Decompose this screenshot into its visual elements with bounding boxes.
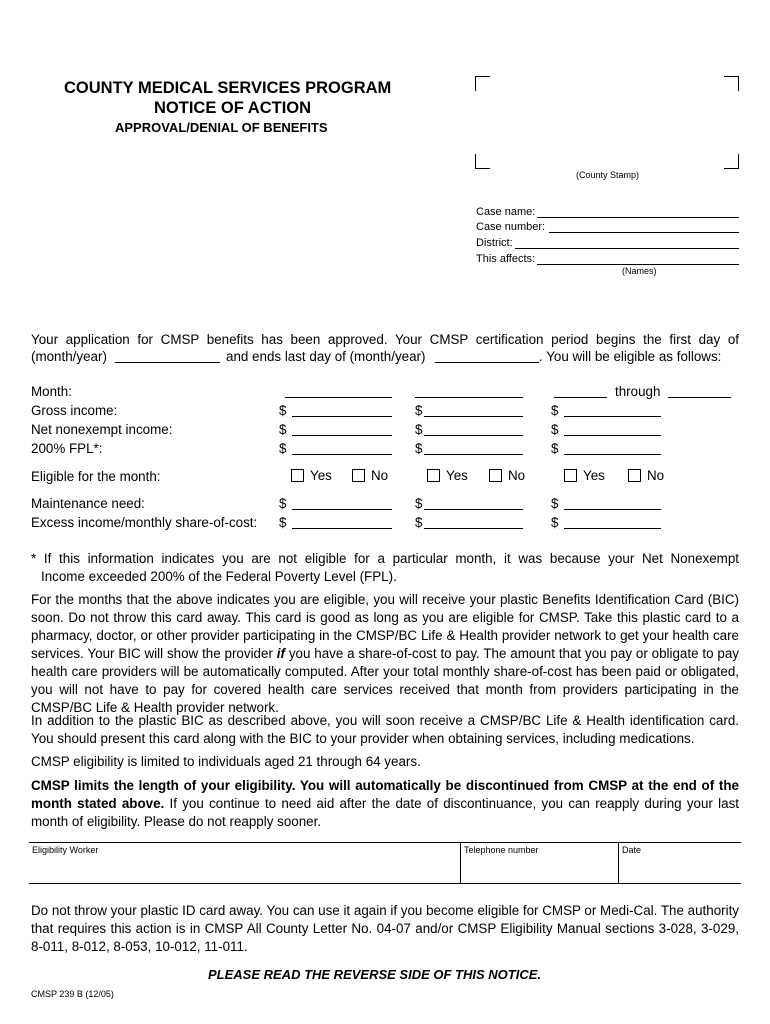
month-from-field-col3[interactable]	[554, 397, 607, 398]
form-subtitle-notice: NOTICE OF ACTION	[154, 99, 312, 117]
gross-income-field-col3[interactable]	[564, 416, 661, 417]
end-month-year-field[interactable]	[435, 362, 539, 363]
month-field-col1[interactable]	[285, 397, 392, 398]
stamp-corner-bottom-left	[475, 154, 490, 169]
signature-bottom-rule	[29, 883, 741, 884]
footnote-line-1: * If this information indicates you are not eligible for a particular month, it was because your Net Nonexempt	[31, 551, 739, 566]
fpl-field-col1[interactable]	[292, 454, 392, 455]
date-field[interactable]: Date	[622, 845, 642, 855]
eligible-yes-checkbox-col1[interactable]	[291, 469, 304, 482]
signature-divider-2	[618, 842, 619, 883]
no-label: No	[371, 468, 389, 483]
row-label-fpl: 200% FPL*:	[31, 441, 103, 456]
dollar-sign: $	[551, 422, 559, 437]
no-label: No	[508, 468, 526, 483]
paragraph-eligibility-limit-rest: If you continue to need aid after the date of discontinuance, you can reapply during your last month of eligibility. Please do not reapply sooner.	[31, 796, 739, 829]
maintenance-field-col3[interactable]	[564, 509, 661, 510]
maintenance-field-col1[interactable]	[292, 509, 392, 510]
paragraph-age-limit: CMSP eligibility is limited to individuals aged 21 through 64 years.	[31, 754, 421, 769]
row-label-excess: Excess income/monthly share-of-cost:	[31, 515, 258, 530]
dollar-sign: $	[551, 515, 559, 530]
eligible-no-checkbox-col2[interactable]	[489, 469, 502, 482]
reverse-side-notice: PLEASE READ THE REVERSE SIDE OF THIS NOTICE.	[208, 967, 541, 982]
dollar-sign: $	[415, 422, 423, 437]
excess-income-field-col2[interactable]	[424, 528, 523, 529]
fpl-field-col2[interactable]	[424, 454, 523, 455]
intro-eligible-label: . You will be eligible as follows:	[539, 349, 722, 364]
row-label-gross-income: Gross income:	[31, 403, 118, 418]
net-income-field-col3[interactable]	[564, 435, 661, 436]
district-label: District:	[476, 237, 513, 249]
dollar-sign: $	[279, 441, 287, 456]
net-income-field-col1[interactable]	[292, 435, 392, 436]
names-note: (Names)	[622, 266, 657, 276]
dollar-sign: $	[415, 403, 423, 418]
eligibility-worker-field[interactable]: Eligibility Worker	[32, 845, 99, 855]
stamp-corner-bottom-right	[724, 154, 739, 169]
eligible-yes-checkbox-col3[interactable]	[564, 469, 577, 482]
form-id: CMSP 239 B (12/05)	[31, 989, 114, 999]
dollar-sign: $	[551, 496, 559, 511]
dollar-sign: $	[415, 515, 423, 530]
dollar-sign: $	[415, 441, 423, 456]
row-label-net-income: Net nonexempt income:	[31, 422, 173, 437]
maintenance-field-col2[interactable]	[424, 509, 523, 510]
paragraph-bic	[31, 591, 739, 717]
dollar-sign: $	[279, 422, 287, 437]
eligible-no-checkbox-col3[interactable]	[628, 469, 641, 482]
intro-start-label: (month/year)	[31, 349, 107, 364]
case-number-label: Case number:	[476, 221, 546, 233]
signature-divider-1	[460, 842, 461, 883]
no-label: No	[647, 468, 665, 483]
case-name-label: Case name:	[476, 206, 536, 218]
paragraph-bic-text-1: For the months that the above indicates you are eligible, you will receive your plastic Benefits Identification Card (BIC) soon. Do not throw this card away. This card is good as long as you are eligible for CMSP. Take this plastic card to a pharmacy, doctor, or other provider participating in the CMSP/BC Life & Health provider network to get your health care services. Your BIC will show the provider	[31, 592, 739, 661]
eligible-yes-checkbox-col2[interactable]	[427, 469, 440, 482]
row-label-eligible: Eligible for the month:	[31, 469, 161, 484]
through-label: through	[615, 384, 661, 399]
gross-income-field-col1[interactable]	[292, 416, 392, 417]
stamp-corner-top-right	[724, 76, 739, 91]
row-label-month: Month:	[31, 384, 72, 399]
yes-label: Yes	[310, 468, 332, 483]
paragraph-bic-text-2: you have a share-of-cost to pay. The amount that you pay or obligate to pay health care providers will be automatically computed. After your total monthly share-of-cost has been paid or obligated, you will not have to pay for covered health care services received that month from providers participating in the CMSP/BC Life & Health provider network.	[31, 646, 739, 715]
paragraph-eligibility-limit-bold: CMSP limits the length of your eligibility. You will automatically be discontinued from CMSP at the end of the month stated above.	[31, 778, 739, 811]
district-field[interactable]	[515, 248, 739, 249]
dollar-sign: $	[551, 403, 559, 418]
signature-top-rule	[29, 842, 741, 843]
form-title: COUNTY MEDICAL SERVICES PROGRAM	[64, 79, 392, 97]
yes-label: Yes	[583, 468, 605, 483]
row-label-maintenance: Maintenance need:	[31, 496, 145, 511]
month-field-col2[interactable]	[415, 397, 523, 398]
net-income-field-col2[interactable]	[424, 435, 523, 436]
intro-line-1: Your application for CMSP benefits has been approved. Your CMSP certification period begins the first day of	[31, 332, 739, 347]
intro-end-label: and ends last day of (month/year)	[226, 349, 426, 364]
county-stamp-label: (County Stamp)	[576, 170, 640, 180]
fpl-field-col3[interactable]	[564, 454, 661, 455]
dollar-sign: $	[279, 496, 287, 511]
dollar-sign: $	[551, 441, 559, 456]
case-number-field[interactable]	[549, 232, 739, 233]
paragraph-keep-card: Do not throw your plastic ID card away. You can use it again if you become eligible for CMSP or Medi-Cal. The authority that requires this action is in CMSP All County Letter No. 04-07 and/or CMSP Eligibility Manual sections 3-028, 3-029, 8-011, 8-012, 8-053, 10-012, 11-011.	[31, 903, 739, 954]
excess-income-field-col3[interactable]	[564, 528, 661, 529]
this-affects-field[interactable]	[537, 264, 739, 265]
paragraph-id-card: In addition to the plastic BIC as described above, you will soon receive a CMSP/BC Life & Health identification card. You should present this card along with the BIC to your provider when obtaining services, including medications.	[31, 713, 739, 746]
dollar-sign: $	[279, 403, 287, 418]
yes-label: Yes	[446, 468, 468, 483]
footnote-line-2: Income exceeded 200% of the Federal Poverty Level (FPL).	[41, 569, 397, 584]
form-subtitle-approval: APPROVAL/DENIAL OF BENEFITS	[115, 120, 328, 135]
dollar-sign: $	[279, 515, 287, 530]
paragraph-eligibility-limit	[31, 777, 739, 831]
paragraph-bic-if: if	[276, 646, 285, 661]
dollar-sign: $	[415, 496, 423, 511]
this-affects-label: This affects:	[476, 253, 536, 265]
excess-income-field-col1[interactable]	[292, 528, 392, 529]
case-name-field[interactable]	[537, 217, 739, 218]
stamp-corner-top-left	[475, 76, 490, 91]
start-month-year-field[interactable]	[115, 362, 220, 363]
eligible-no-checkbox-col1[interactable]	[352, 469, 365, 482]
telephone-number-field[interactable]: Telephone number	[464, 845, 539, 855]
gross-income-field-col2[interactable]	[424, 416, 523, 417]
month-through-field-col3[interactable]	[668, 397, 731, 398]
